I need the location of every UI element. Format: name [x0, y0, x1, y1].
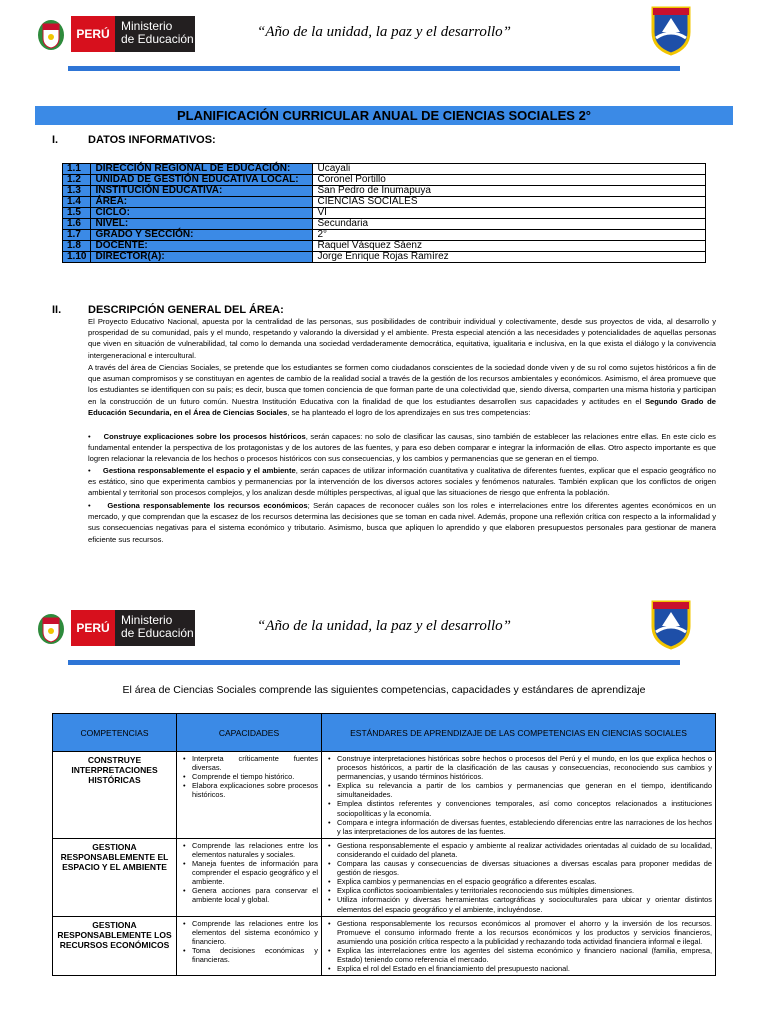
standard-item: • Utiliza información y diversas herramientas cartográficas y socioculturales para ubicar y orientar distintos elementos del espacio geográfico y el ambiente, incluyéndose. — [325, 895, 712, 913]
standard-item: • Gestiona responsablemente los recursos económicos al promover el ahorro y la inversión de los recursos. Promueve el consumo informado frente a los recursos económicos y los productos y servicios financieros, asumiendo una posición crítica respecto a la publicidad y rechazando toda actividad financiera informal e ilegal. — [325, 919, 712, 946]
standard-item: • Construye interpretaciones históricas sobre hechos o procesos del Perú y el mundo, en los que explica hechos o procesos históricos, a partir de la clasificación de las causas y consecuencias, reconociendo sus cambios y permanencias, y usando términos históricos. — [325, 754, 712, 781]
description-paragraph-2 — [88, 362, 716, 418]
info-row — [63, 164, 706, 175]
info-value: Ucayali — [313, 164, 706, 175]
info-number: 1.7 — [63, 230, 91, 241]
header-rule — [68, 66, 680, 71]
info-number: 1.6 — [63, 219, 91, 230]
capacity-item: • Maneja fuentes de información para comprender el espacio geográfico y el ambiente. — [180, 859, 318, 886]
info-row — [63, 252, 706, 263]
capacity-item: • Interpreta críticamente fuentes diversas. — [180, 754, 318, 772]
standard-item: • Compara las causas y consecuencias de diversas situaciones a diversas escalas para proponer medidas de gestión de riesgos. — [325, 859, 712, 877]
competency-name: GESTIONA RESPONSABLEMENTE LOS RECURSOS ECONÓMICOS — [53, 916, 177, 976]
info-row — [63, 197, 706, 208]
info-number: 1.1 — [63, 164, 91, 175]
competencies-table — [52, 713, 716, 976]
info-value: Jorge Enrique Rojas Ramírez — [313, 252, 706, 263]
estandares-cell — [322, 916, 716, 976]
peru-label-2: PERÚ — [71, 610, 115, 646]
info-label: NIVEL: — [91, 219, 313, 230]
info-row — [63, 219, 706, 230]
info-value: CIENCIAS SOCIALES — [313, 197, 706, 208]
info-row — [63, 208, 706, 219]
peru-label: PERÚ — [71, 16, 115, 52]
standard-item: • Explica el rol del Estado en el financiamiento del presupuesto nacional. — [325, 964, 712, 973]
competency-name: CONSTRUYE INTERPRETACIONES HISTÓRICAS — [53, 752, 177, 839]
capacity-item: • Comprende las relaciones entre los elementos naturales y sociales. — [180, 841, 318, 859]
p2-text-b: Segundo Grado de Educación Secundaria, en el Área de Ciencias Sociales — [88, 396, 716, 417]
capacity-item: • Comprende las relaciones entre los elementos del sistema económico y financiero. — [180, 919, 318, 946]
standard-item: • Explica las interrelaciones entre los agentes del sistema económico y financiero nacional (familia, empresa, Estado) teniendo como referencia el mercado. — [325, 946, 712, 964]
info-label: DOCENTE: — [91, 241, 313, 252]
info-number: 1.8 — [63, 241, 91, 252]
ministerio-line1-2: Ministerio — [121, 613, 173, 627]
bullet-2-title: Gestiona responsablemente el espacio y el ambiente — [102, 466, 296, 475]
info-value: San Pedro de Inumapuya — [313, 186, 706, 197]
info-label: DIRECCIÓN REGIONAL DE EDUCACIÓN: — [91, 164, 313, 175]
competency-row — [53, 916, 716, 976]
info-row — [63, 241, 706, 252]
bullet-3-title: Gestiona responsablemente los recursos económicos — [107, 501, 308, 510]
section-1-number: I. — [52, 134, 59, 146]
school-crest-icon — [650, 598, 692, 650]
header-motto-2: “Año de la unidad, la paz y el desarrollo” — [256, 618, 512, 634]
info-number: 1.2 — [63, 175, 91, 186]
competence-bullet-3: • Gestiona responsablemente los recursos económicos; Serán capaces de reconocer cuáles son los roles e interrelaciones entre los diferentes agentes económicos en un mercado, y que comprendan que la escasez de los recursos determina las decisiones que se toman en cada nivel. Además, propone una reflexión crítica con respecto a la informalidad y sus consecuencias negativas para el sistema económico y tributario. Asimismo, busca que apliquen lo aprendido y que elaboren presupuestos personales para gestionar de manera eficiente sus recursos. — [88, 501, 716, 544]
info-value: Secundaria — [313, 219, 706, 230]
bullet-1-title: Construye explicaciones sobre los procesos históricos — [103, 432, 306, 441]
page-header-2 — [0, 594, 768, 666]
competency-row — [53, 752, 716, 839]
bullet-2-text: , serán capaces de utilizar información cuantitativa y cualitativa de diferentes fuentes, explicar que el espacio geográfico no es estático, sino que experimenta cambios y permanencias por la intervención de los diversos actores sociales y fenómenos naturales. También explican que los conflictos de origen ambiental y territorial son procesos complejos, y los analizan desde múltiples perspectivas, al igual que las situaciones de riesgo que enfrenta la población. — [88, 466, 716, 498]
header-motto: “Año de la unidad, la paz y el desarrollo” — [256, 24, 512, 40]
ministerio-line2-2: de Educación — [121, 626, 194, 640]
estandares-list — [325, 841, 712, 914]
standard-item: • Explica conflictos socioambientales y territoriales reconociendo sus múltiples dimensiones. — [325, 886, 712, 895]
estandares-cell — [322, 838, 716, 916]
header-rule-2 — [68, 660, 680, 665]
page-header — [0, 0, 768, 72]
capacidades-cell — [177, 916, 322, 976]
info-row — [63, 186, 706, 197]
capacidades-cell — [177, 752, 322, 839]
standard-item: • Explica cambios y permanencias en el espacio geográfico a diferentes escalas. — [325, 877, 712, 886]
capacidades-list — [180, 754, 318, 799]
page-title: PLANIFICACIÓN CURRICULAR ANUAL DE CIENCIAS SOCIALES 2° — [35, 106, 733, 125]
section-2-number: II. — [52, 304, 62, 316]
info-label: GRADO Y SECCIÓN: — [91, 230, 313, 241]
ministerio-line2: de Educación — [121, 32, 194, 46]
bullet-1-text: , serán capaces: no solo de clasificar las causas, sino también de establecer las relaciones entre ellas. En este ciclo es fundamental entender la perspectiva de los protagonistas y de los autores de las fuentes, y para eso deben comparar e integrar la información de ellas. Otro aspecto importante es que logren relacionar la relevancia de los hechos o procesos históricos con sus consecuencias, y los cambios y permanencias que se generan en el tiempo. — [88, 432, 716, 464]
info-row — [63, 230, 706, 241]
info-value: Raquel Vásquez Sáenz — [313, 241, 706, 252]
info-label: UNIDAD DE GESTIÓN EDUCATIVA LOCAL: — [91, 175, 313, 186]
competency-row — [53, 838, 716, 916]
standard-item: • Gestiona responsablemente el espacio y ambiente al realizar actividades orientadas al cuidado de su localidad, considerando el cuidado del planeta. — [325, 841, 712, 859]
info-value: Coronel Portillo — [313, 175, 706, 186]
competence-bullet-2: • Gestiona responsablemente el espacio y el ambiente, serán capaces de utilizar información cuantitativa y cualitativa de diferentes fuentes, explicar que el espacio geográfico no es estático, sino que experimenta cambios y permanencias por la intervención de los diversos actores sociales y fenómenos naturales. También explican que los conflictos de origen ambiental y territorial son procesos complejos, y los analizan desde múltiples perspectivas, al igual que las situaciones de riesgo que enfrenta la población. — [88, 466, 716, 498]
info-label: CICLO: — [91, 208, 313, 219]
description-paragraph-1: El Proyecto Educativo Nacional, apuesta por la centralidad de las personas, sus posibilidades de contribuir individual y colectivamente, desde sus proyectos de vida, al desarrollo y prosperidad de su comunidad, país y el mundo, respetando y valorando la diversidad y el ambiente. Presta especial atención a las necesidades y potencialidades de aquellas personas que viven en situación de vulnerabilidad, tal como lo demanda una sociedad verdaderamente democrática, equitativa, igualitaria e inclusiva, en la que exista el diálogo y la convivencia intergeneracional e intercultural. — [88, 317, 716, 360]
capacidades-cell — [177, 838, 322, 916]
info-label: DIRECTOR(A): — [91, 252, 313, 263]
info-label: ÁREA: — [91, 197, 313, 208]
ministerio-line1: Ministerio — [121, 19, 173, 33]
section-1-title: DATOS INFORMATIVOS: — [88, 134, 216, 146]
header-estandares: ESTÁNDARES DE APRENDIZAJE DE LAS COMPETENCIAS EN CIENCIAS SOCIALES — [322, 714, 716, 752]
capacity-item: • Comprende el tiempo histórico. — [180, 772, 318, 781]
standard-item: • Compara e integra información de diversas fuentes, estableciendo diferencias entre las narraciones de los hechos y las interpretaciones de los autores de las fuentes. — [325, 818, 712, 836]
capacidades-list — [180, 841, 318, 905]
header-capacidades: CAPACIDADES — [177, 714, 322, 752]
info-value: 2° — [313, 230, 706, 241]
estandares-cell — [322, 752, 716, 839]
competence-bullet-1: • Construye explicaciones sobre los procesos históricos, serán capaces: no solo de clasificar las causas, sino también de establecer las relaciones entre ellas. En este ciclo es fundamental entender la perspectiva de los protagonistas y de los autores de las fuentes, y para eso deben comparar e integrar la información de ellas. Otro aspecto importante es que logren relacionar la relevancia de los hechos o procesos históricos con sus consecuencias, y los cambios y permanencias que se generan en el tiempo. — [88, 432, 716, 464]
estandares-list — [325, 754, 712, 836]
estandares-list — [325, 919, 712, 974]
capacity-item: • Elabora explicaciones sobre procesos históricos. — [180, 781, 318, 799]
p2-text-c: , se ha planteado el logro de los aprendizajes en sus tres competencias: — [287, 407, 531, 417]
info-number: 1.3 — [63, 186, 91, 197]
competencies-intro: El área de Ciencias Sociales comprende las siguientes competencias, capacidades y estándares de aprendizaje — [122, 684, 646, 696]
info-number: 1.5 — [63, 208, 91, 219]
competencies-header-row — [53, 714, 716, 752]
competency-name: GESTIONA RESPONSABLEMENTE EL ESPACIO Y EL AMBIENTE — [53, 838, 177, 916]
standard-item: • Explica su relevancia a partir de los cambios y permanencias que generan en el tiempo, identificando simultaneidades. — [325, 781, 712, 799]
capacity-item: • Toma decisiones económicas y financieras. — [180, 946, 318, 964]
info-row — [63, 175, 706, 186]
bullet-3-text: ; Serán capaces de reconocer cuáles son los roles e interrelaciones entre los diferentes agentes económicos en un mercado, y que comprendan que la escasez de los recursos determina las decisiones que se toman en cada nivel. Además, propone una reflexión crítica con respecto a la informalidad y sus consecuencias negativas para el sistema económico y tributario. Asimismo, busca que apliquen lo aprendido y que elaboren presupuestos personales para gestionar de manera eficiente sus recursos. — [88, 501, 716, 544]
section-2-title: DESCRIPCIÓN GENERAL DEL ÁREA: — [88, 304, 284, 316]
p2-text-a: A través del área de Ciencias Sociales, se pretende que los estudiantes se formen como ciudadanos conscientes de la sociedad donde viven y de su rol como sujetos históricos a fin de que asuman compromisos y se constituyan en agentes de cambio de la realidad social a través de la gestión de los recursos ambientales y económicos. Asimismo, el área promueve que los estudiantes se identifiquen con su país; es decir, busca que tomen conciencia de que forman parte de una colectividad que, siendo diversa, comparten una misma historia y participan en la construcción de un futuro común. Nuestra Institución Educativa con la finalidad de que los estudiantes desarrollen sus capacidades y actitudes en el — [88, 363, 716, 406]
capacity-item: • Genera acciones para conservar el ambiente local y global. — [180, 886, 318, 904]
school-crest-icon — [650, 4, 692, 56]
standard-item: • Emplea distintos referentes y convenciones temporales, así como conceptos relacionados a instituciones sociopolíticas y la economía. — [325, 799, 712, 817]
info-value: VI — [313, 208, 706, 219]
capacidades-list — [180, 919, 318, 964]
info-table — [62, 163, 706, 263]
info-label: INSTITUCIÓN EDUCATIVA: — [91, 186, 313, 197]
info-number: 1.10 — [63, 252, 91, 263]
header-competencias: COMPETENCIAS — [53, 714, 177, 752]
info-number: 1.4 — [63, 197, 91, 208]
